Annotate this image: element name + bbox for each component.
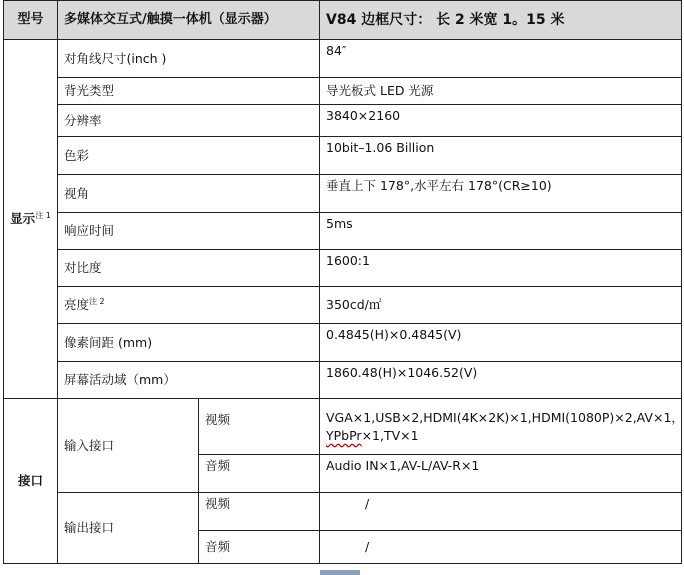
spec-value: 10bit–1.06 Billion bbox=[320, 137, 682, 175]
table-row bbox=[4, 324, 682, 362]
spec-label: 响应时间 bbox=[58, 213, 320, 250]
output-video-value: / bbox=[320, 493, 682, 531]
table-row bbox=[4, 287, 682, 324]
table-row bbox=[4, 362, 682, 399]
spec-label: 亮度$^{注 2}$ bbox=[58, 287, 320, 324]
header-row bbox=[4, 1, 682, 40]
spec-value: 导光板式 LED 光源 bbox=[320, 78, 682, 105]
spec-label: 对角线尺寸(inch ) bbox=[58, 40, 320, 78]
spec-value: 84″ bbox=[320, 40, 682, 78]
table-row bbox=[4, 213, 682, 250]
spec-value: 垂直上下 178°,水平左右 178°(CR≥10) bbox=[320, 175, 682, 213]
spec-label: 背光类型 bbox=[58, 78, 320, 105]
input-audio-label: 音频 bbox=[199, 455, 320, 493]
spec-label: 像素间距 (mm) bbox=[58, 324, 320, 362]
spec-value: 0.4845(H)×0.4845(V) bbox=[320, 324, 682, 362]
spec-label: 屏幕活动域（mm） bbox=[58, 362, 320, 399]
input-video-label: 视频 bbox=[199, 399, 320, 455]
scrollbar-thumb[interactable] bbox=[320, 570, 360, 575]
output-video-label: 视频 bbox=[199, 493, 320, 531]
model-label: 型号 bbox=[4, 1, 58, 40]
table-row bbox=[4, 399, 682, 455]
table-row bbox=[4, 175, 682, 213]
spec-label: 色彩 bbox=[58, 137, 320, 175]
output-interface-label: 输出接口 bbox=[58, 493, 199, 564]
table-row bbox=[4, 40, 682, 78]
interface-group-label: 接口 bbox=[4, 399, 58, 564]
table-row bbox=[4, 137, 682, 175]
display-group-label: 显示$^{注 1}$ bbox=[4, 40, 58, 399]
input-interface-label: 输入接口 bbox=[58, 399, 199, 493]
table-row bbox=[4, 105, 682, 137]
input-video-value: VGA×1,USB×2,HDMI(4K×2K)×1,HDMI(1080P)×2,AV×1， YPbPr×1,TV×1 bbox=[320, 399, 682, 455]
product-name: 多媒体交互式/触摸一体机（显示器） bbox=[58, 1, 320, 40]
model-spec: V84 边框尺寸： 长 2 米宽 1。15 米 bbox=[320, 1, 682, 40]
output-audio-label: 音频 bbox=[199, 531, 320, 564]
table-row bbox=[4, 78, 682, 105]
spec-value: 3840×2160 bbox=[320, 105, 682, 137]
table-row bbox=[4, 250, 682, 287]
input-audio-value: Audio IN×1,AV-L/AV-R×1 bbox=[320, 455, 682, 493]
spec-value: 1600:1 bbox=[320, 250, 682, 287]
spec-value: 1860.48(H)×1046.52(V) bbox=[320, 362, 682, 399]
spec-value: 5ms bbox=[320, 213, 682, 250]
table-row bbox=[4, 493, 682, 531]
spec-label: 分辨率 bbox=[58, 105, 320, 137]
spec-table bbox=[3, 0, 682, 564]
spec-label: 对比度 bbox=[58, 250, 320, 287]
output-audio-value: / bbox=[320, 531, 682, 564]
spec-value: 350cd/㎡ bbox=[320, 287, 682, 324]
spec-label: 视角 bbox=[58, 175, 320, 213]
ypbpr-text: YPbPr bbox=[326, 427, 362, 443]
